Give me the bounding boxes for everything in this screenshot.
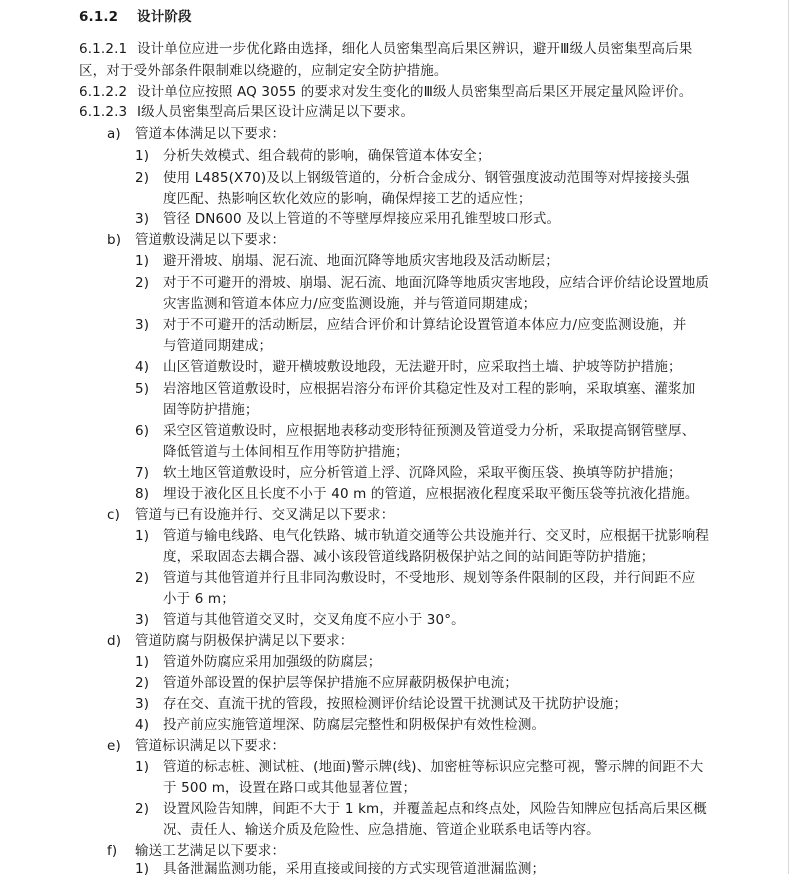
item-number: 8) [135, 486, 150, 502]
item-number: 1) [135, 528, 150, 544]
list-item [135, 462, 682, 484]
list-item [135, 609, 465, 631]
list-item-continuation: 小于 6 m； [163, 591, 235, 607]
list-item-continuation: 于 500 m，设置在路口或其他显著位置； [163, 780, 417, 796]
list-item-continuation: 度匹配、热影响区软化效应的影响，确保焊接工艺的适应性； [163, 191, 532, 207]
item-text: 管道与其他管道交叉时，交叉角度不应小于 30°。 [163, 612, 465, 628]
item-number: 1) [135, 759, 150, 775]
list-group-e [107, 735, 285, 757]
item-number: 5) [135, 381, 150, 397]
item-number: 2) [135, 170, 150, 186]
item-text: 对于不可避开的滑坡、崩塌、泥石流、地面沉降等地质灾害地段，应结合评价结论设置地质 [163, 275, 709, 291]
clause-number: 6.1.2.2 [79, 84, 128, 100]
item-number: 7) [135, 465, 150, 481]
item-number: 2) [135, 675, 150, 691]
item-number: 3) [135, 211, 150, 227]
list-item [135, 483, 699, 505]
list-item [135, 250, 559, 272]
list-item [135, 356, 682, 378]
list-item-continuation: 灾害监测和管道本体应力/应变监测设施，并与管道同期建成； [163, 296, 537, 312]
list-item-continuation: 与管道同期建成； [163, 338, 273, 354]
item-text: 具备泄漏监测功能，采用直接或间接的方式实现管道泄漏监测； [163, 861, 546, 877]
list-item [135, 651, 381, 673]
item-text: 采空区管道敷设时，应根据地表移动变形特征预测及管道受力分析，采取提高钢管壁厚、 [163, 423, 696, 439]
list-item [135, 525, 709, 547]
list-group-b [107, 229, 285, 251]
group-label: a) [107, 126, 121, 142]
list-group-d [107, 630, 353, 652]
group-title: 管道与已有设施并行、交叉满足以下要求： [135, 507, 395, 523]
list-item-continuation: 固等防护措施； [163, 402, 259, 418]
group-label: e) [107, 738, 121, 754]
page-edge [788, 0, 789, 874]
list-item-continuation: 度，采取固态去耦合器、减小该段管道线路阴极保护站之间的站间距等防护措施； [163, 549, 655, 565]
group-title: 管道标识满足以下要求： [135, 738, 286, 754]
item-number: 1) [135, 253, 150, 269]
item-text: 分析失效模式、组合载荷的影响，确保管道本体安全； [163, 148, 491, 164]
section-title: 设计阶段 [137, 9, 192, 25]
section-number: 6.1.2 [79, 9, 119, 25]
group-label: f) [107, 843, 118, 859]
group-label: d) [107, 633, 122, 649]
clause-number: 6.1.2.3 [79, 104, 128, 120]
item-text: 管道与其他管道并行且非同沟敷设时，不受地形、规划等条件限制的区段，并行间距不应 [163, 570, 696, 586]
clause-text: Ⅰ级人员密集型高后果区设计应满足以下要求。 [137, 104, 415, 120]
item-text: 山区管道敷设时，避开横坡敷设地段，无法避开时，应采取挡土墙、护坡等防护措施； [163, 359, 682, 375]
item-number: 3) [135, 317, 150, 333]
list-item [135, 378, 695, 400]
list-item-continuation: 况、责任人、输送介质及危险性、应急措施、管道企业联系电话等内容。 [163, 822, 600, 838]
item-text: 管道外防腐应采用加强级的防腐层； [163, 654, 382, 670]
item-text: 设置风险告知牌，间距不大于 1 km，并覆盖起点和终点处，风险告知牌应包括高后果区概 [163, 801, 707, 817]
list-group-a [107, 123, 285, 145]
item-number: 4) [135, 717, 150, 733]
item-number: 1) [135, 654, 150, 670]
list-item [135, 858, 545, 880]
list-item [135, 272, 709, 294]
item-number: 2) [135, 570, 150, 586]
item-text: 埋设于液化区且长度不小于 40 m 的管道，应根据液化程度采取平衡压袋等抗液化措施。 [163, 486, 699, 502]
item-number: 1) [135, 148, 150, 164]
list-item-continuation: 降低管道与土体间相互作用等防护措施； [163, 444, 409, 460]
list-item [135, 567, 695, 589]
clause-text: 设计单位应按照 AQ 3055 的要求对发生变化的Ⅲ级人员密集型高后果区开展定量风险评价。 [137, 84, 693, 100]
item-text: 管道与输电线路、电气化铁路、城市轨道交通等公共设施并行、交叉时，应根据干扰影响程 [163, 528, 709, 544]
item-text: 对于不可避开的活动断层，应结合评价和计算结论设置管道本体应力/应变监测设施，并 [163, 317, 687, 333]
item-text: 管道的标志桩、测试桩、(地面)警示牌(线)、加密桩等标识应完整可视，警示牌的间距不大 [163, 759, 704, 775]
group-title: 管道敷设满足以下要求： [135, 232, 286, 248]
group-label: b) [107, 232, 122, 248]
list-item [135, 798, 707, 820]
item-text: 投产前应实施管道埋深、防腐层完整性和阴极保护有效性检测。 [163, 717, 546, 733]
item-number: 6) [135, 423, 150, 439]
item-number: 1) [135, 861, 150, 877]
item-text: 避开滑坡、崩塌、泥石流、地面沉降等地质灾害地段及活动断层； [163, 253, 559, 269]
list-item [135, 145, 491, 167]
list-item [135, 756, 703, 778]
list-item [135, 167, 690, 189]
item-number: 4) [135, 359, 150, 375]
list-item [135, 208, 560, 230]
group-title: 输送工艺满足以下要求： [135, 843, 286, 859]
item-text: 存在交、直流干扰的管段，按照检测评价结论设置干扰测试及干扰防护设施； [163, 696, 628, 712]
list-item [135, 714, 545, 736]
item-text: 岩溶地区管道敷设时，应根据岩溶分布评价其稳定性及对工程的影响，采取填塞、灌浆加 [163, 381, 696, 397]
item-number: 2) [135, 275, 150, 291]
item-text: 使用 L485(X70)及以上钢级管道的，分析合金成分、钢管强度波动范围等对焊接接头强 [163, 170, 690, 186]
item-text: 管径 DN600 及以上管道的不等壁厚焊接应采用孔锥型坡口形式。 [163, 211, 561, 227]
section-heading [79, 6, 192, 28]
list-group-c [107, 504, 394, 526]
list-item [135, 672, 518, 694]
group-label: c) [107, 507, 120, 523]
clause-6-1-2-1-line-2: 区，对于受外部条件限制难以绕避的，应制定安全防护措施。 [79, 63, 448, 79]
list-item [135, 693, 627, 715]
list-item [135, 314, 686, 336]
clause-6-1-2-3 [79, 101, 414, 123]
item-text: 管道外部设置的保护层等保护措施不应屏蔽阴极保护电流； [163, 675, 518, 691]
group-title: 管道防腐与阴极保护满足以下要求： [135, 633, 354, 649]
list-item [135, 420, 695, 442]
item-number: 3) [135, 696, 150, 712]
clause-6-1-2-2 [79, 81, 692, 103]
item-number: 2) [135, 801, 150, 817]
item-number: 3) [135, 612, 150, 628]
item-text: 软土地区管道敷设时，应分析管道上浮、沉降风险，采取平衡压袋、换填等防护措施； [163, 465, 682, 481]
clause-text: 设计单位应进一步优化路由选择，细化人员密集型高后果区辨识，避开Ⅲ级人员密集型高后果 [137, 41, 693, 57]
clause-number: 6.1.2.1 [79, 41, 128, 57]
clause-6-1-2-1-line-1 [79, 38, 692, 60]
group-title: 管道本体满足以下要求： [135, 126, 286, 142]
